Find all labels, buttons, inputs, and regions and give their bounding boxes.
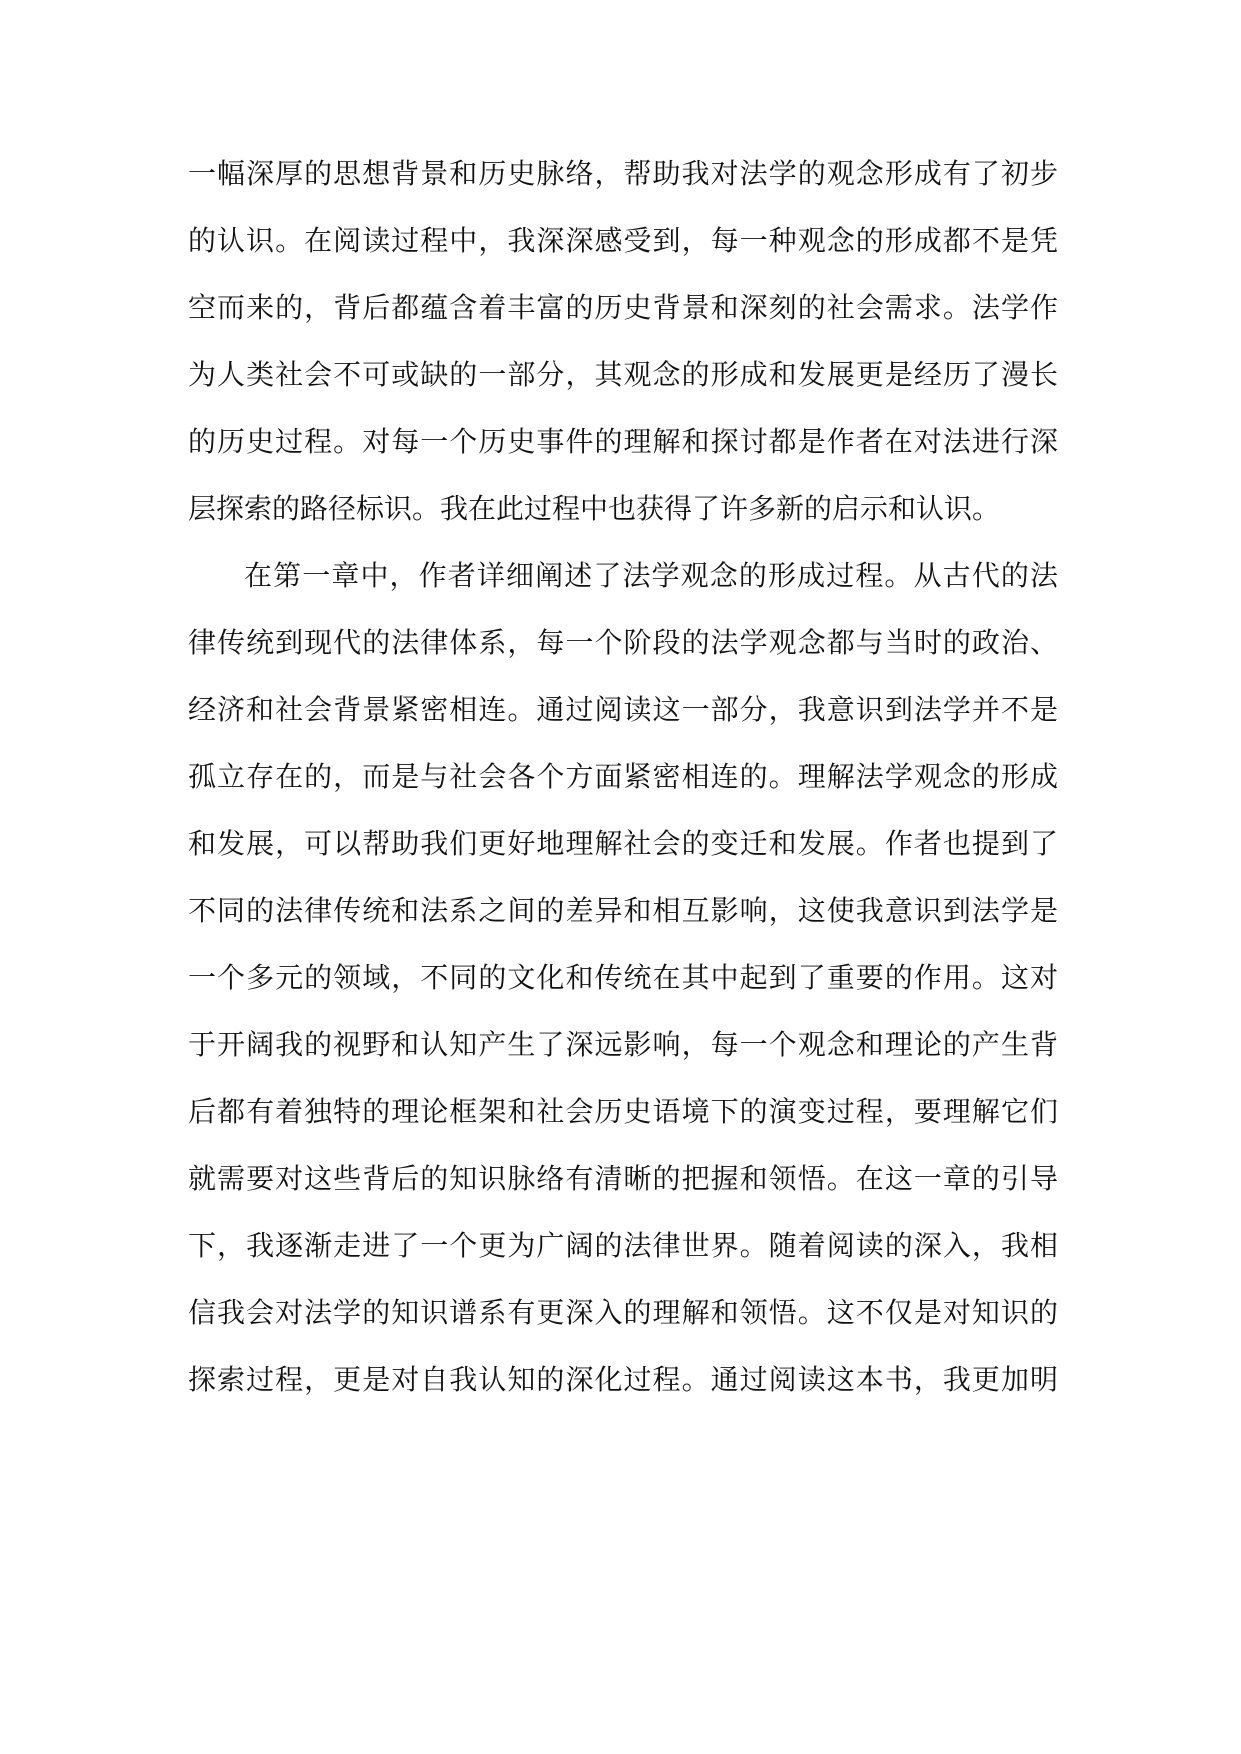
text-line: 不同的法律传统和法系之间的差异和相互影响，这使我意识到法学是 [188, 894, 1058, 927]
text-line: 律传统到现代的法律体系，每一个阶段的法学观念都与当时的政治、 [188, 626, 1058, 659]
text-line: 层探索的路径标识。我在此过程中也获得了许多新的启示和认识。 [188, 492, 1001, 525]
body-text [188, 140, 1058, 1413]
text-line: 后都有着独特的理论框架和社会历史语境下的演变过程，要理解它们 [188, 1095, 1058, 1128]
text-line: 孤立存在的，而是与社会各个方面紧密相连的。理解法学观念的形成 [188, 760, 1058, 793]
text-line: 就需要对这些背后的知识脉络有清晰的把握和领悟。在这一章的引导 [188, 1162, 1058, 1195]
text-line: 经济和社会背景紧密相连。通过阅读这一部分，我意识到法学并不是 [188, 693, 1058, 726]
text-line: 空而来的，背后都蕴含着丰富的历史背景和深刻的社会需求。法学作 [188, 291, 1058, 324]
text-line: 一幅深厚的思想背景和历史脉络，帮助我对法学的观念形成有了初步 [188, 157, 1058, 190]
text-line: 信我会对法学的知识谱系有更深入的理解和领悟。这不仅是对知识的 [188, 1296, 1058, 1329]
text-line: 为人类社会不可或缺的一部分，其观念的形成和发展更是经历了漫长 [188, 358, 1058, 391]
text-line: 探索过程，更是对自我认知的深化过程。通过阅读这本书，我更加明 [188, 1363, 1058, 1396]
text-line: 下，我逐渐走进了一个更为广阔的法律世界。随着阅读的深入，我相 [188, 1229, 1058, 1262]
paragraph-first-line: 在第一章中，作者详细阐述了法学观念的形成过程。从古代的法 [244, 559, 1058, 592]
text-line: 于开阔我的视野和认知产生了深远影响，每一个观念和理论的产生背 [188, 1028, 1058, 1061]
text-line: 一个多元的领域，不同的文化和传统在其中起到了重要的作用。这对 [188, 961, 1058, 994]
text-line: 的认识。在阅读过程中，我深深感受到，每一种观念的形成都不是凭 [188, 224, 1058, 257]
text-line: 的历史过程。对每一个历史事件的理解和探讨都是作者在对法进行深 [188, 425, 1058, 458]
text-line: 和发展，可以帮助我们更好地理解社会的变迁和发展。作者也提到了 [188, 827, 1058, 860]
